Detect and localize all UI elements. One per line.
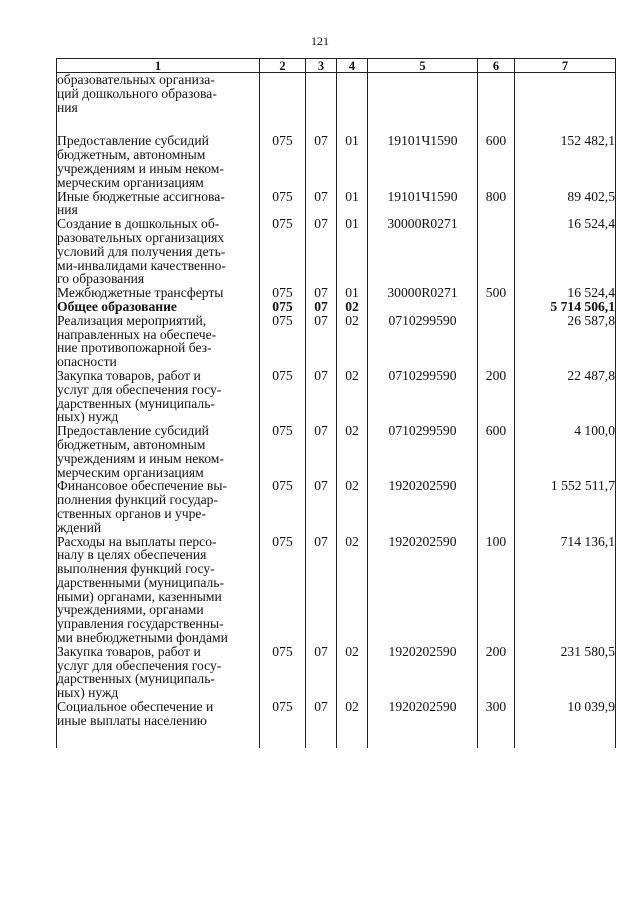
amount: 714 136,1	[515, 535, 616, 645]
subsection-code: 02	[337, 314, 368, 369]
row-description: образовательных организа- ций дошкольного образова- ния	[57, 73, 260, 135]
subsection-code: 01	[337, 286, 368, 300]
section-code: 07	[306, 645, 337, 700]
subsection-code: 01	[337, 134, 368, 189]
row-description: Предоставление субсидий бюджетным, автономным учреждениям и иным неком- мерческим организациям	[57, 424, 260, 479]
admin-code	[260, 73, 306, 135]
amount: 4 100,0	[515, 424, 616, 479]
header-row	[57, 59, 616, 73]
expense-type-code	[478, 73, 515, 135]
expense-type-code	[478, 300, 515, 314]
target-article-code: 19101Ч1590	[368, 190, 478, 218]
expense-type-code: 500	[478, 286, 515, 300]
expense-type-code: 600	[478, 424, 515, 479]
row-description: Расходы на выплаты персо- налу в целях обеспечения выполнения функций госу- дарственными (муниципаль- ными) органами, казенными учреждениями, органами управления государственны- ми внебюджетными фондами	[57, 535, 260, 645]
section-code: 07	[306, 314, 337, 369]
section-code: 07	[306, 369, 337, 424]
amount: 89 402,5	[515, 190, 616, 218]
column-header: 6	[478, 59, 515, 73]
row-description: Общее образование	[57, 300, 260, 314]
table-row	[57, 369, 616, 424]
target-article-code: 1920202590	[368, 645, 478, 700]
page-number: 121	[311, 34, 329, 48]
table-row	[57, 424, 616, 479]
amount: 22 487,8	[515, 369, 616, 424]
row-description: Иные бюджетные ассигнова- ния	[57, 190, 260, 218]
expense-type-code: 800	[478, 190, 515, 218]
expense-type-code: 200	[478, 645, 515, 700]
column-header: 2	[260, 59, 306, 73]
admin-code: 075	[260, 134, 306, 189]
table-row	[57, 645, 616, 700]
target-article-code	[368, 73, 478, 135]
subsection-code: 02	[337, 700, 368, 748]
table-row	[57, 73, 616, 135]
expense-type-code: 600	[478, 134, 515, 189]
table-row	[57, 134, 616, 189]
admin-code: 075	[260, 645, 306, 700]
section-code: 07	[306, 134, 337, 189]
row-description: Социальное обеспечение и иные выплаты населению	[57, 700, 260, 748]
amount: 152 482,1	[515, 134, 616, 189]
target-article-code: 0710299590	[368, 314, 478, 369]
subsection-code: 02	[337, 300, 368, 314]
row-description: Создание в дошкольных об- разовательных организациях условий для получения деть- ми-инвалидами качественно- го образования	[57, 217, 260, 286]
amount: 16 524,4	[515, 286, 616, 300]
expense-type-code: 200	[478, 369, 515, 424]
table-row	[57, 700, 616, 748]
target-article-code: 30000R0271	[368, 286, 478, 300]
table-row	[57, 314, 616, 369]
section-code: 07	[306, 535, 337, 645]
column-header: 7	[515, 59, 616, 73]
admin-code: 075	[260, 700, 306, 748]
expense-type-code	[478, 479, 515, 534]
target-article-code: 19101Ч1590	[368, 134, 478, 189]
section-code: 07	[306, 479, 337, 534]
subsection-code: 01	[337, 190, 368, 218]
amount: 16 524,4	[515, 217, 616, 286]
expense-type-code	[478, 217, 515, 286]
target-article-code: 0710299590	[368, 369, 478, 424]
expense-type-code: 100	[478, 535, 515, 645]
budget-table	[56, 58, 616, 748]
admin-code: 075	[260, 286, 306, 300]
row-description: Межбюджетные трансферты	[57, 286, 260, 300]
subsection-code	[337, 73, 368, 135]
target-article-code: 30000R0271	[368, 217, 478, 286]
subsection-code: 01	[337, 217, 368, 286]
admin-code: 075	[260, 535, 306, 645]
amount: 10 039,9	[515, 700, 616, 748]
admin-code: 075	[260, 479, 306, 534]
admin-code: 075	[260, 424, 306, 479]
target-article-code	[368, 300, 478, 314]
row-description: Закупка товаров, работ и услуг для обеспечения госу- дарственных (муниципаль- ных) нужд	[57, 645, 260, 700]
table-body	[57, 73, 616, 748]
subsection-code: 02	[337, 479, 368, 534]
subsection-code: 02	[337, 645, 368, 700]
table-row	[57, 286, 616, 300]
expense-type-code	[478, 314, 515, 369]
target-article-code: 1920202590	[368, 535, 478, 645]
target-article-code: 1920202590	[368, 700, 478, 748]
amount: 5 714 506,1	[515, 300, 616, 314]
row-description: Закупка товаров, работ и услуг для обеспечения госу- дарственных (муниципаль- ных) нужд	[57, 369, 260, 424]
table-row	[57, 217, 616, 286]
column-header: 5	[368, 59, 478, 73]
section-code	[306, 73, 337, 135]
section-code: 07	[306, 300, 337, 314]
table-row	[57, 535, 616, 645]
amount: 1 552 511,7	[515, 479, 616, 534]
column-header: 4	[337, 59, 368, 73]
section-code: 07	[306, 217, 337, 286]
subsection-code: 02	[337, 424, 368, 479]
expense-type-code: 300	[478, 700, 515, 748]
section-code: 07	[306, 190, 337, 218]
target-article-code: 0710299590	[368, 424, 478, 479]
table-row	[57, 479, 616, 534]
table-row	[57, 190, 616, 218]
column-header: 1	[57, 59, 260, 73]
table-row	[57, 300, 616, 314]
amount: 231 580,5	[515, 645, 616, 700]
admin-code: 075	[260, 369, 306, 424]
subsection-code: 02	[337, 369, 368, 424]
row-description: Финансовое обеспечение вы- полнения функций государ- ственных органов и учре- ждений	[57, 479, 260, 534]
section-code: 07	[306, 424, 337, 479]
admin-code: 075	[260, 217, 306, 286]
admin-code: 075	[260, 300, 306, 314]
subsection-code: 02	[337, 535, 368, 645]
column-header: 3	[306, 59, 337, 73]
amount: 26 587,8	[515, 314, 616, 369]
admin-code: 075	[260, 314, 306, 369]
section-code: 07	[306, 286, 337, 300]
target-article-code: 1920202590	[368, 479, 478, 534]
amount	[515, 73, 616, 135]
row-description: Реализация мероприятий, направленных на обеспече- ние противопожарной без- опасности	[57, 314, 260, 369]
row-description: Предоставление субсидий бюджетным, автономным учреждениям и иным неком- мерческим организациям	[57, 134, 260, 189]
admin-code: 075	[260, 190, 306, 218]
section-code: 07	[306, 700, 337, 748]
